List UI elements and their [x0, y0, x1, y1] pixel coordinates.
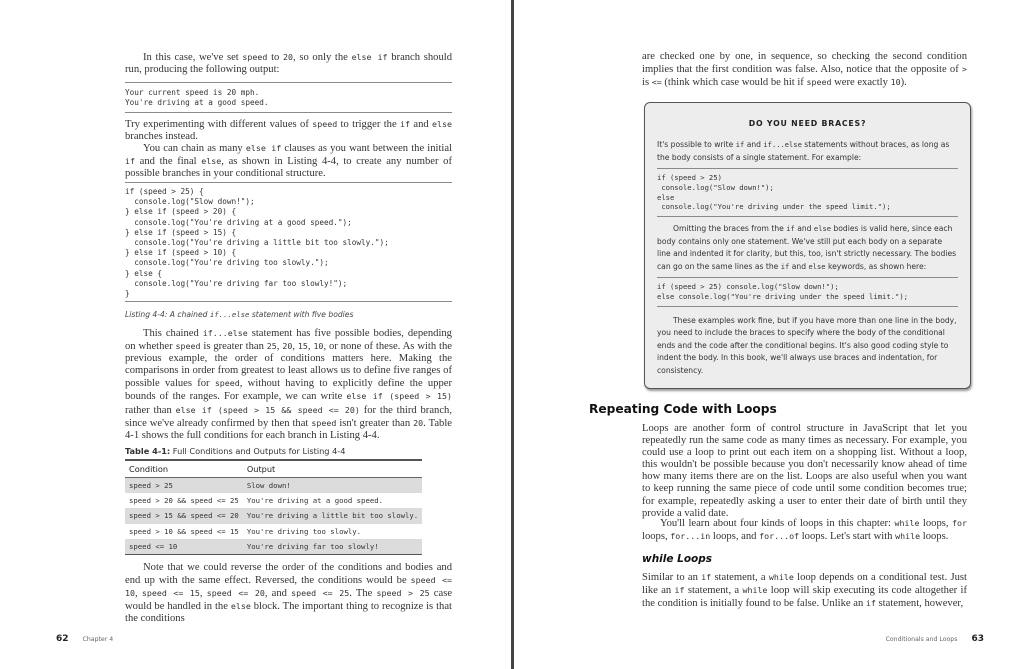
- sidebar-code-block: [657, 168, 958, 217]
- inline-code: if: [400, 119, 411, 129]
- inline-code: speed: [312, 119, 338, 129]
- text-run: Note that we could reverse the order of the conditions and bodies and end up with the same effect. Reversed, the conditions would be: [125, 562, 452, 587]
- code-line: console.log("You're driving under the speed limit.");: [657, 202, 891, 212]
- text-run: loops. Let's start with: [799, 531, 896, 543]
- inline-code: 20: [283, 52, 293, 62]
- inline-code: 25: [266, 341, 277, 352]
- text-run: keywords, as shown here:: [825, 261, 927, 271]
- text-run: ,: [276, 341, 283, 353]
- inline-code: for...of: [759, 531, 800, 542]
- code-line: }: [125, 289, 130, 299]
- header-condition: Condition: [125, 460, 243, 478]
- text-run: statement has five possible bodies, depending on whether: [125, 328, 452, 353]
- inline-code: for...in: [670, 531, 711, 542]
- text-run: ).: [900, 77, 907, 89]
- cell-output: You're driving far too slowly!: [243, 539, 422, 555]
- inline-code: speed: [214, 378, 240, 389]
- code-line: } else if (speed > 10) {: [125, 248, 237, 258]
- table-title: [125, 446, 345, 456]
- text-run: to trigger the: [337, 119, 401, 130]
- code-line: } else if (speed > 20) {: [125, 207, 237, 217]
- inline-code: if: [786, 224, 795, 234]
- inline-code: 15: [297, 341, 308, 352]
- text-run: You can chain as many: [143, 143, 246, 154]
- text-run: This chained: [143, 328, 203, 339]
- table-row: [125, 493, 422, 508]
- paragraph: [125, 118, 452, 143]
- sidebar-paragraph: [657, 139, 958, 164]
- code-line: console.log("You're driving far too slowly!");: [125, 278, 348, 288]
- code-line: console.log("Slow down!");: [657, 182, 774, 192]
- text-run: clauses as you want between the initial: [281, 143, 453, 154]
- sidebar-code-block: [657, 277, 958, 307]
- code-line: You're driving at a good speed.: [125, 98, 269, 108]
- cell-output: You're driving a little bit too slowly.: [243, 508, 422, 523]
- inline-code: if: [125, 156, 135, 167]
- inline-code: if: [735, 140, 745, 149]
- text-run: Omitting the braces from the: [673, 224, 787, 234]
- cell-condition: speed <= 10: [125, 539, 243, 555]
- text-run: , as shown in Listing 4-4, to create any number of possible branches in your conditional structure.: [125, 156, 452, 180]
- table-header-row: [125, 460, 422, 478]
- text-run: ,: [307, 341, 314, 353]
- text-run: is greater than: [200, 341, 267, 353]
- text-run: isn't greater than: [336, 417, 414, 429]
- cell-output: You're driving too slowly.: [246, 526, 362, 536]
- cell-condition: speed > 25: [125, 478, 243, 494]
- paragraph: [125, 51, 452, 76]
- code-line: else console.log("You're driving under the speed limit.");: [657, 291, 908, 301]
- listing-code-block: [125, 182, 452, 302]
- inline-code: else if: [245, 143, 282, 153]
- text-run: loops, and: [710, 531, 760, 543]
- inline-code: for: [952, 518, 968, 528]
- text-run: is: [642, 77, 652, 89]
- code-line: console.log("Slow down!");: [125, 197, 255, 207]
- text-run: and: [789, 261, 809, 271]
- text-run: block. The important thing to recognize is that the conditions: [125, 601, 452, 625]
- paragraph: [125, 562, 452, 625]
- paragraph: [642, 517, 967, 543]
- text-run: , so only the: [293, 52, 352, 63]
- page-number: 62: [56, 634, 69, 644]
- inline-code: speed: [806, 77, 832, 88]
- inline-code: speed: [175, 341, 201, 352]
- sidebar-box: [644, 102, 971, 389]
- inline-code: else if (speed > 15): [346, 391, 453, 402]
- inline-code: else if (speed > 15 && speed <= 20): [175, 404, 360, 415]
- caption-code: if...else: [209, 310, 250, 319]
- paragraph: Loops are another form of control structure in JavaScript that let you repeatedly run the same code as many times as necessary. For example, you could use a loop to print out each item on a shopping list. Without a loop, this wouldn't be possible because you don't necessarily know ahead of time how many items there are on the list. Loops are also useful when you want to keep running the same piece of code until some condition becomes true; for example, repeatedly asking a user to enter their date of birth until they provide a valid date.: [642, 423, 967, 519]
- text-run: statement, however,: [875, 598, 964, 610]
- sidebar-paragraph: These examples work fine, but if you have more than one line in the body, you need to include the braces to specify where the body of the conditional ends and the code after the conditional begins. It's also good coding style to indent the body. In this book, we'll always use braces and indentation, for consistency.: [657, 315, 957, 375]
- inline-code: speed <= 25: [291, 588, 350, 599]
- inline-code: speed <= 10: [125, 575, 452, 599]
- text-run: . The: [349, 588, 377, 600]
- code-line: console.log("You're driving at a good speed.");: [125, 217, 352, 227]
- inline-code: while: [894, 518, 920, 528]
- inline-code: else: [432, 119, 453, 129]
- cell-condition: speed > 10 && speed <= 15: [129, 526, 239, 536]
- text-run: branches instead.: [125, 131, 198, 143]
- inline-code: else: [230, 601, 251, 612]
- text-run: and: [744, 140, 764, 149]
- code-line: else: [657, 192, 675, 202]
- conditions-table: [125, 459, 422, 555]
- text-run: case would be handled in the: [125, 588, 453, 613]
- caption-text: statement with five bodies: [249, 310, 354, 319]
- sidebar-paragraph: [657, 223, 958, 273]
- inline-code: if: [701, 572, 712, 582]
- page-number: 63: [971, 634, 984, 644]
- inline-code: if: [780, 261, 790, 271]
- text-run: rather than: [125, 404, 176, 416]
- code-line: Your current speed is 20 mph.: [125, 88, 260, 97]
- code-line: console.log("You're driving too slowly.");: [125, 258, 329, 268]
- subsection-heading: [642, 553, 712, 565]
- inline-code: while: [768, 572, 794, 582]
- sidebar-title: DO YOU NEED BRACES?: [748, 119, 867, 128]
- inline-code: 20: [413, 417, 424, 428]
- right-page: [514, 0, 1024, 669]
- text-run: statements without braces, as long as the body consists of a single statement. For example:: [657, 140, 950, 162]
- text-run: , and: [264, 588, 292, 600]
- inline-code: 10: [313, 341, 324, 352]
- table-row: [125, 539, 422, 555]
- inline-code: >: [962, 64, 967, 75]
- text-run: It's possible to write: [657, 140, 736, 149]
- inline-code: speed: [242, 52, 268, 62]
- text-run: Try experimenting with different values of: [125, 119, 313, 130]
- inline-code: else: [813, 224, 832, 234]
- inline-code: else: [201, 156, 222, 167]
- inline-code: else: [808, 261, 826, 271]
- inline-code: while: [742, 585, 768, 596]
- text-run: ,: [135, 588, 142, 600]
- text-run: . Table 4-1 shows the full conditions for each branch in Listing 4-4.: [125, 417, 452, 441]
- inline-code: 20: [282, 341, 293, 352]
- caption-text: Listing 4-4: A chained: [125, 310, 210, 319]
- paragraph: [642, 51, 967, 89]
- code-line: if (speed > 25) console.log("Slow down!");: [657, 282, 839, 292]
- table-row: [125, 508, 422, 523]
- text-run: loops,: [642, 531, 671, 543]
- text-run: , without having to explicitly define the upper bounds of the ranges. For example, we can write: [125, 378, 452, 403]
- text-run: are checked one by one, in sequence, so checking the second condition implies that the first condition was false. Also, notice that the opposite of: [642, 51, 967, 76]
- cell-output: Slow down!: [243, 478, 422, 494]
- text-run: , or none of these. As with the previous example, the order of conditions matters here. Making the comparisons in order from greatest to least allows us to define five ranges of possible values for: [125, 341, 452, 390]
- paragraph: [125, 142, 452, 180]
- inline-code: if: [674, 585, 685, 596]
- paragraph: [125, 327, 452, 442]
- inline-code: else if: [351, 52, 388, 62]
- running-head: Chapter 4: [82, 636, 114, 643]
- text-run: loop depends on a conditional test. Just like an: [642, 572, 967, 597]
- code-line: } else if (speed > 15) {: [125, 227, 237, 237]
- text-run: statement, a: [684, 585, 743, 597]
- text-run: and the final: [135, 156, 202, 168]
- text-run: You'll learn about four kinds of loops in this chapter:: [660, 518, 895, 529]
- text-run: and: [410, 119, 433, 130]
- output-block: [125, 82, 452, 113]
- text-run: bodies is valid here, since each body contains only one statement. We've still put each body on a separate line and indented it for clarity, but this, too, isn't strictly necessary. The bodies can go on the same lines as the: [657, 224, 957, 271]
- text-run: loops,: [919, 518, 953, 529]
- paragraph: [642, 571, 967, 610]
- code-line: if (speed > 25): [657, 173, 722, 182]
- text-run: In this case, we've set: [143, 52, 243, 63]
- text-run: ,: [292, 341, 298, 353]
- text-run: to: [267, 52, 283, 63]
- inline-code: if...else: [202, 328, 248, 338]
- inline-code: speed: [311, 417, 337, 428]
- inline-code: speed <= 20: [206, 588, 265, 599]
- inline-code: if: [865, 598, 876, 609]
- text-run: loop will skip executing its code altogether if the condition is initially found to be false. Unlike an: [642, 585, 967, 610]
- page-footer: [56, 628, 113, 646]
- inline-code: 10: [890, 77, 901, 88]
- inline-code: speed > 25: [376, 588, 430, 599]
- text-run: branch should run, producing the following output:: [125, 52, 452, 76]
- text-run: statement, a: [711, 572, 769, 583]
- inline-code: <=: [651, 77, 662, 88]
- text-run: Similar to an: [642, 572, 702, 583]
- cell-condition: speed > 15 && speed <= 20: [125, 508, 243, 523]
- inline-code: while: [895, 531, 921, 542]
- text-run: ,: [199, 588, 207, 600]
- cell-condition: speed > 20 && speed <= 25: [129, 496, 239, 506]
- inline-code: if...else: [763, 140, 802, 149]
- text-run: were exactly: [831, 77, 891, 89]
- listing-caption: [125, 310, 353, 319]
- running-head: Conditionals and Loops: [885, 636, 958, 643]
- section-heading: Repeating Code with Loops: [589, 402, 777, 416]
- code-line: } else {: [125, 268, 163, 278]
- code-line: if (speed > 25) {: [125, 187, 204, 196]
- text-run: (think which case would be hit if: [661, 77, 807, 89]
- table-row: [125, 478, 422, 494]
- subheading-text: Loops: [673, 553, 713, 565]
- page-footer: [886, 628, 984, 646]
- inline-code: speed <= 15: [141, 588, 200, 599]
- text-run: for the third branch, since we've already confirmed by then that: [125, 404, 452, 429]
- text-run: loops.: [920, 531, 949, 543]
- cell-output: You're driving at a good speed.: [246, 496, 384, 506]
- table-row: [125, 524, 422, 539]
- code-line: console.log("You're driving a little bit too slowly.");: [125, 238, 389, 248]
- table-title-text: Full Conditions and Outputs for Listing 4-4: [170, 446, 346, 456]
- table-label: Table 4-1:: [125, 446, 171, 456]
- subheading-code: while: [642, 553, 674, 565]
- text-run: and: [794, 224, 814, 234]
- header-output: Output: [243, 460, 422, 478]
